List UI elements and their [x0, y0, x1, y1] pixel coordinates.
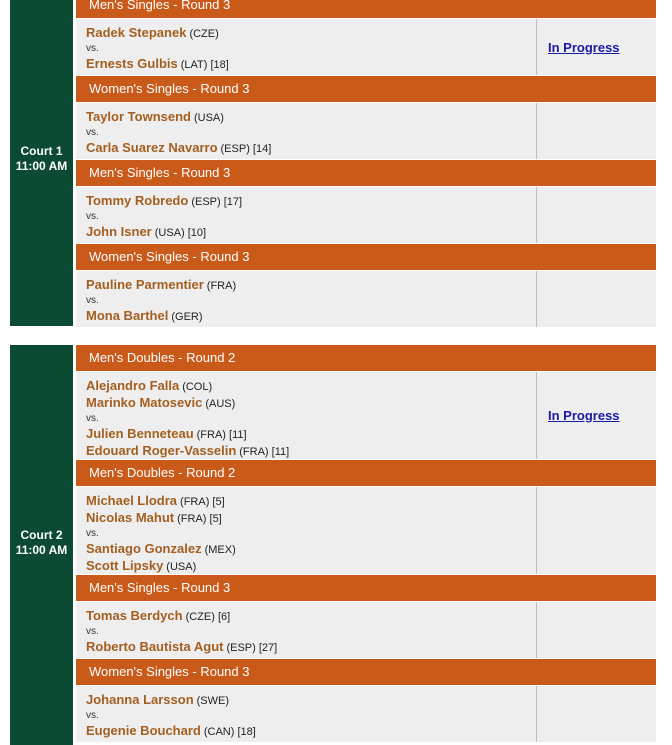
match-players [76, 271, 537, 327]
player-tag: (ESP) [14] [220, 143, 272, 155]
player-tag: (ESP) [27] [226, 642, 278, 654]
in-progress-link[interactable]: In Progress [548, 39, 620, 55]
player-name: Tomas Berdych [86, 608, 183, 623]
player-line [86, 308, 526, 325]
court-name: Court 1 [20, 144, 63, 158]
player-line [86, 193, 526, 210]
player-tag: (COL) [182, 381, 213, 393]
match-row [76, 19, 656, 76]
match-players [76, 372, 537, 459]
round-header: Men's Doubles - Round 2 [76, 345, 656, 372]
match-status [537, 372, 656, 459]
player-tag: (USA) [166, 561, 197, 573]
player-line [86, 25, 526, 42]
player-tag: (USA) [10] [154, 227, 207, 239]
match-players [76, 686, 537, 742]
round-header: Men's Singles - Round 3 [76, 575, 656, 602]
vs-label: vs. [86, 43, 99, 54]
player-name: Johanna Larsson [86, 692, 194, 707]
match-players [76, 487, 537, 574]
court-name: Court 2 [20, 528, 63, 542]
round-header: Women's Singles - Round 3 [76, 659, 656, 686]
player-line [86, 493, 526, 510]
vs-label: vs. [86, 295, 99, 306]
match-status [537, 103, 656, 159]
court-time: 11:00 AM [15, 159, 68, 173]
player-tag: (FRA) [5] [177, 513, 222, 525]
player-tag: (CAN) [18] [203, 726, 256, 738]
round-header: Women's Singles - Round 3 [76, 244, 656, 271]
round-header: Women's Singles - Round 3 [76, 76, 656, 103]
player-line [86, 558, 526, 575]
court-label-cell [10, 345, 73, 745]
match-players [76, 19, 537, 75]
match-row [76, 602, 656, 659]
player-line [86, 109, 526, 126]
player-tag: (GER) [171, 311, 203, 323]
player-line [86, 692, 526, 709]
player-name: Julien Benneteau [86, 426, 194, 441]
court-matches [76, 345, 656, 743]
court-block [10, 0, 656, 326]
match-row [76, 103, 656, 160]
match-row [76, 372, 656, 460]
player-tag: (SWE) [196, 695, 230, 707]
in-progress-link[interactable]: In Progress [548, 408, 620, 423]
round-header: Men's Doubles - Round 2 [76, 460, 656, 487]
match-row [76, 187, 656, 244]
player-tag: (CZE) [189, 28, 219, 40]
match-status [537, 271, 656, 327]
player-name: Roberto Bautista Agut [86, 639, 224, 654]
vs-label: vs. [86, 127, 99, 138]
player-tag: (FRA) [11] [196, 429, 247, 441]
vs-label: vs. [86, 528, 99, 539]
player-name: Ernests Gulbis [86, 56, 178, 71]
player-name: Scott Lipsky [86, 558, 164, 573]
player-tag: (FRA) [5] [180, 496, 225, 508]
round-header: Men's Singles - Round 3 [76, 160, 656, 187]
player-name: Alejandro Falla [86, 378, 180, 393]
player-line [86, 510, 526, 527]
player-name: Carla Suarez Navarro [86, 140, 218, 155]
round-header: Men's Singles - Round 3 [76, 0, 656, 19]
player-name: Pauline Parmentier [86, 277, 204, 292]
player-tag: (CZE) [6] [185, 611, 231, 623]
player-tag: (AUS) [205, 398, 236, 410]
player-tag: (ESP) [17] [191, 196, 243, 208]
vs-label: vs. [86, 413, 99, 424]
player-tag: (USA) [193, 112, 224, 124]
player-name: Mona Barthel [86, 308, 169, 323]
court-matches [76, 0, 656, 328]
vs-label: vs. [86, 626, 99, 637]
match-status [537, 19, 656, 75]
player-line [86, 443, 526, 460]
player-name: Radek Stepanek [86, 25, 187, 40]
match-status [537, 602, 656, 658]
match-players [76, 187, 537, 243]
court-time: 11:00 AM [15, 543, 68, 557]
match-players [76, 103, 537, 159]
match-row [76, 686, 656, 743]
player-name: Edouard Roger-Vasselin [86, 443, 237, 458]
player-line [86, 224, 526, 241]
player-name: Taylor Townsend [86, 109, 191, 124]
vs-label: vs. [86, 211, 99, 222]
court-block [10, 345, 656, 745]
player-line [86, 277, 526, 294]
player-line [86, 541, 526, 558]
player-line [86, 723, 526, 740]
player-line [86, 608, 526, 625]
court-label-cell [10, 0, 73, 326]
match-players [76, 602, 537, 658]
match-status [537, 187, 656, 243]
vs-label: vs. [86, 710, 99, 721]
player-name: John Isner [86, 224, 152, 239]
player-name: Nicolas Mahut [86, 510, 175, 525]
player-name: Marinko Matosevic [86, 395, 203, 410]
player-name: Santiago Gonzalez [86, 541, 202, 556]
player-line [86, 378, 526, 395]
player-name: Michael Llodra [86, 493, 178, 508]
player-line [86, 639, 526, 656]
player-name: Eugenie Bouchard [86, 723, 201, 738]
match-row [76, 487, 656, 575]
player-line [86, 140, 526, 157]
player-tag: (MEX) [204, 544, 236, 556]
player-line [86, 395, 526, 412]
match-row [76, 271, 656, 328]
player-line [86, 56, 526, 73]
player-name: Tommy Robredo [86, 193, 189, 208]
player-tag: (LAT) [18] [180, 59, 229, 71]
match-status [537, 686, 656, 742]
player-tag: (FRA) [206, 280, 237, 292]
player-line [86, 426, 526, 443]
match-status [537, 487, 656, 574]
player-tag: (FRA) [11] [239, 446, 290, 458]
